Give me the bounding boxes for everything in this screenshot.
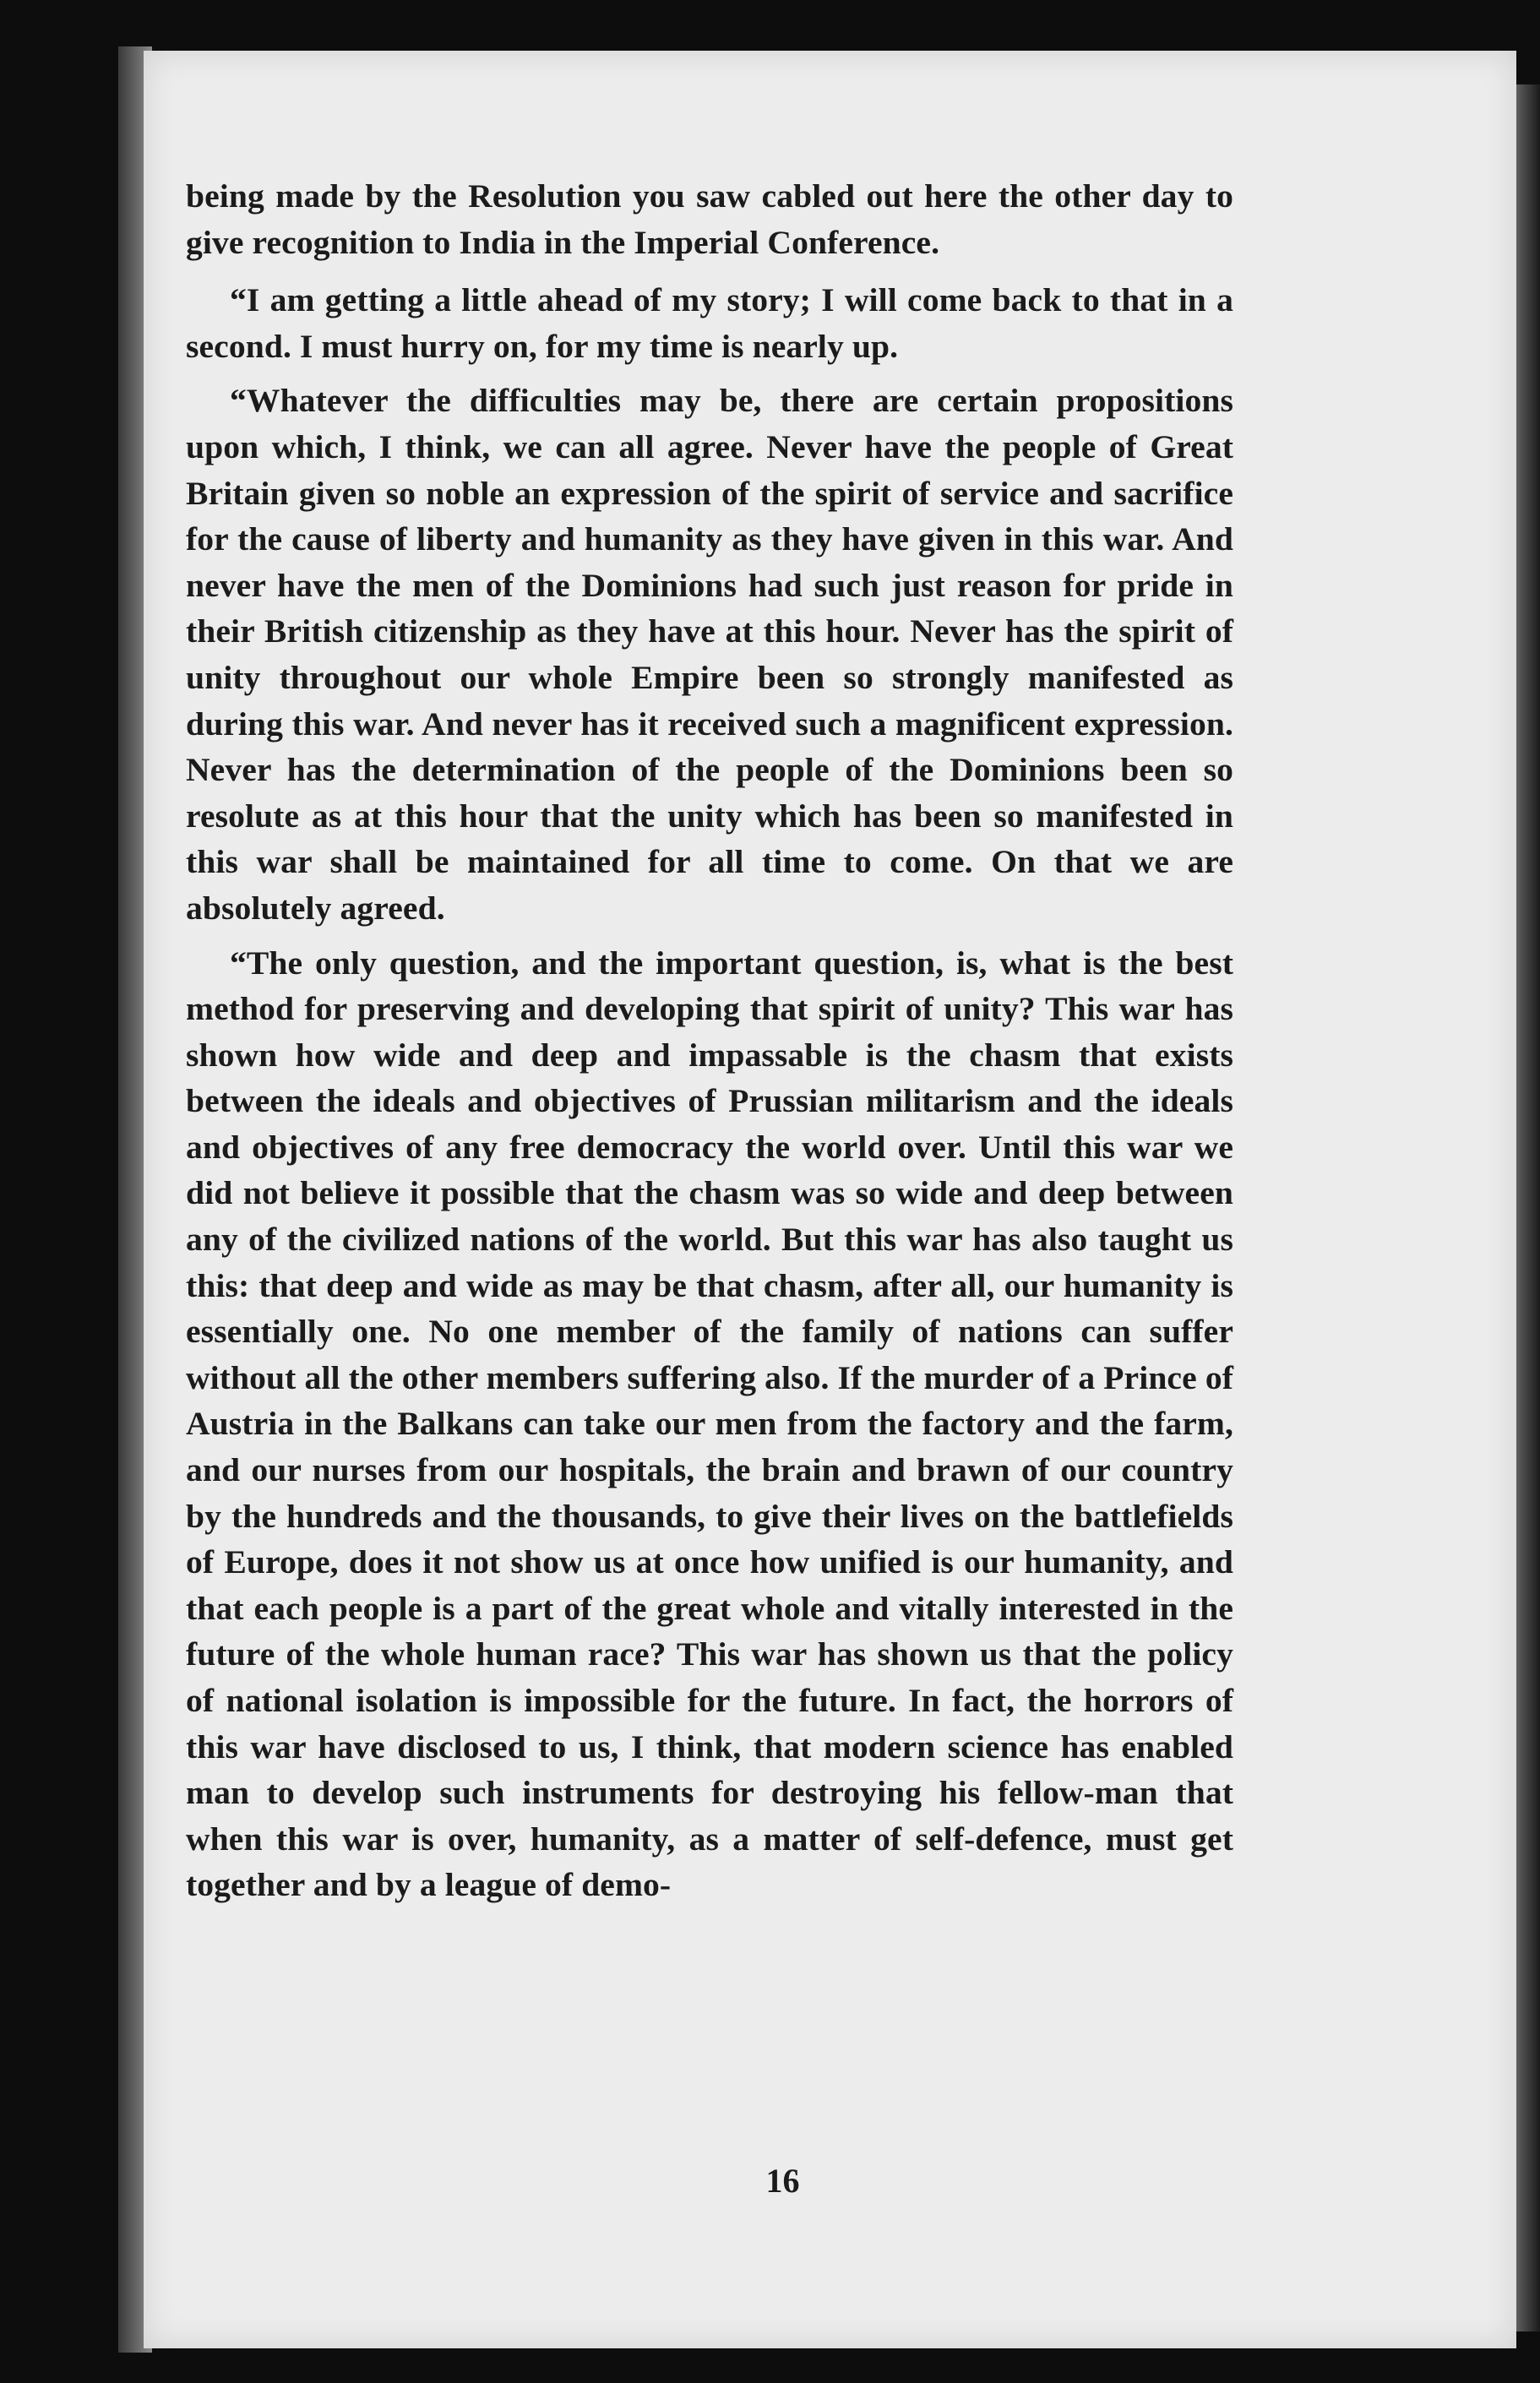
- paragraph-1: being made by the Resolution you saw cabled out here the other day to give recognition to India in the Imperial Conference.: [186, 177, 1233, 261]
- page-number: 16: [765, 2162, 800, 2200]
- page-body-text: [186, 173, 1233, 1917]
- paragraph-2: “I am getting a little ahead of my story; I will come back to that in a second. I must hurry on, for my time is nearly up.: [186, 281, 1233, 365]
- paragraph-4: “The only question, and the important question, is, what is the best method for preserving and developing that spirit of unity? This war has shown how wide and deep and impassable is the chasm that exists between the ideals and objectives of Prussian militarism and the ideals and objectives of any free democracy the world over. Until this war we did not believe it possible that the chasm was so wide and deep between any of the civilized nations of the world. But this war has also taught us this: that deep and wide as may be that chasm, after all, our humanity is essentially one. No one member of the family of nations can suffer without all the other members suffering also. If the murder of a Prince of Austria in the Balkans can take our men from the factory and the farm, and our nurses from our hospitals, the brain and brawn of our country by the hundreds and the thousands, to give their lives on the battlefields of Europe, does it not show us at once how unified is our humanity, and that each people is a part of the great whole and vitally interested in the future of the whole human race? This war has shown us that the policy of national isolation is impossible for the future. In fact, the horrors of this war have disclosed to us, I think, that modern science has enabled man to develop such instruments for destroying his fellow-man that when this war is over, humanity, as a matter of self-defence, must get together and by a league of demo-: [186, 944, 1233, 1904]
- paragraph-3: “Whatever the difficulties may be, there are certain propositions upon which, I think, we can all agree. Never have the people of Great Britain given so noble an expression of the spirit of service and sacrifice for the cause of liberty and humanity as they have given in this war. And never have the men of the Dominions had such just reason for pride in their British citizenship as they have at this hour. Never has the spirit of unity throughout our whole Empire been so strongly manifested as during this war. And never has it received such a magnificent expression. Never has the determination of the people of the Dominions been so resolute as at this hour that the unity which has been so manifested in this war shall be maintained for all time to come. On that we are absolutely agreed.: [186, 382, 1233, 927]
